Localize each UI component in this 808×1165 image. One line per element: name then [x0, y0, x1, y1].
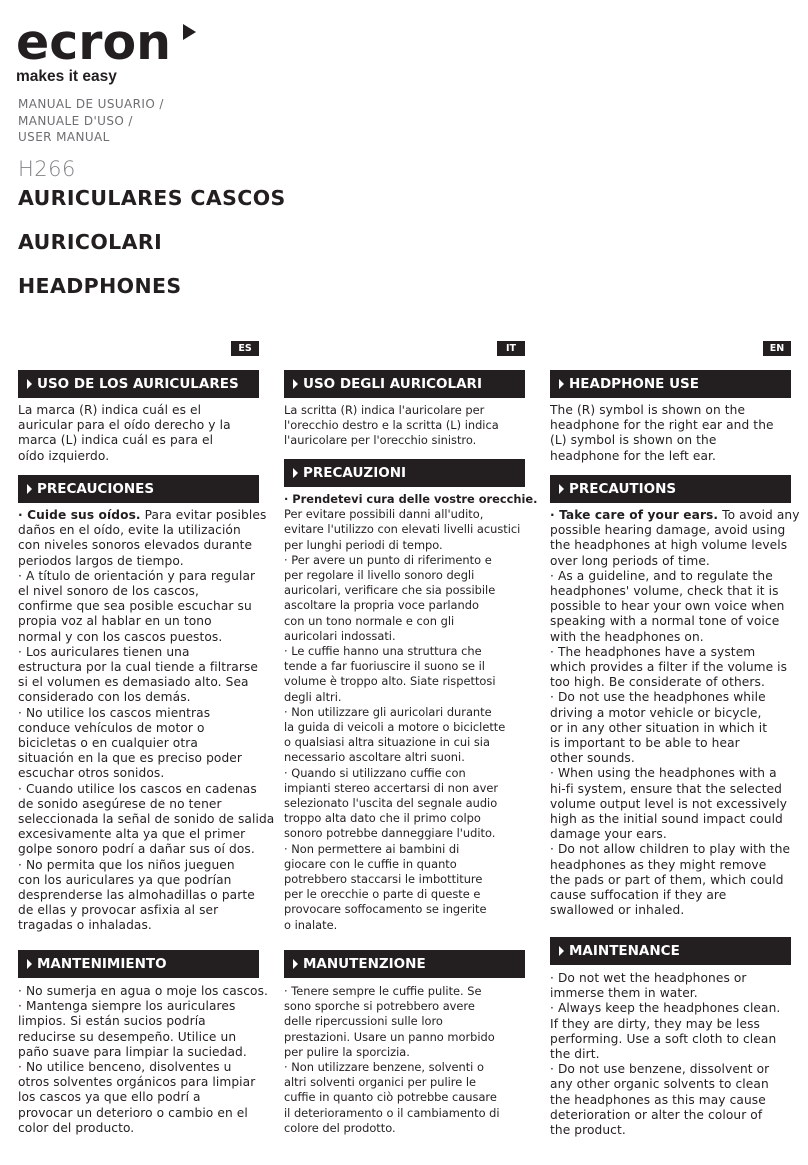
- text-line: [284, 492, 538, 507]
- caret-right-icon: [559, 379, 564, 389]
- text-line: delle ripercussioni sulle loro: [284, 1014, 443, 1029]
- text-line: · Do not allow children to play with the: [550, 842, 791, 857]
- text-line: · As a guideline, and to regulate the: [550, 568, 773, 583]
- text-line: · Non utilizzare gli auricolari durante: [284, 704, 492, 719]
- text-line: golpe sonoro podrí a dañar sus oí dos.: [18, 842, 255, 857]
- text-line: high as the initial sound impact could: [550, 812, 783, 827]
- text-line: periodos largos de tiempo.: [18, 553, 184, 568]
- text-line: troppo alta dato che il primo colpo: [284, 811, 481, 826]
- text-line: con un tono normale e con gli: [284, 613, 455, 628]
- section-header-precautions: [550, 475, 791, 503]
- text-line: · Los auriculares tienen una: [18, 644, 190, 659]
- text-line: los cascos ya que ello podrí a: [18, 1090, 201, 1105]
- text-line: provocare soffocamento se ingerite: [284, 902, 487, 917]
- text-line: Per evitare possibili danni all'udito,: [284, 507, 484, 522]
- text-line: · Always keep the headphones clean.: [550, 1001, 781, 1016]
- caret-right-icon: [559, 946, 564, 956]
- text-line: · When using the headphones with a: [550, 766, 777, 781]
- text-line: o qualsiasi altra situazione in cui sia: [284, 735, 490, 750]
- text-line: considerado con los demás.: [18, 690, 191, 705]
- section-text-precautions: [284, 492, 538, 933]
- text-line: prestazioni. Usare un panno morbido: [284, 1029, 495, 1044]
- text-line: situación en la que es preciso poder: [18, 751, 243, 766]
- section-header-use: [284, 370, 525, 398]
- text-line: headphone for the right ear and the: [550, 418, 774, 433]
- product-titles: [18, 182, 286, 314]
- text-line: the headphones at high volume levels: [550, 538, 788, 553]
- text-line: is important to be able to hear: [550, 736, 740, 751]
- text-line: per regolare il livello sonoro degli: [284, 568, 475, 583]
- text-line: oído izquierdo.: [18, 448, 110, 463]
- text-line: immerse them in water.: [550, 986, 698, 1001]
- brand-tagline: makes it easy: [16, 68, 117, 85]
- text-line: estructura por la cual tiende a filtrarse: [18, 660, 258, 675]
- text-line: colore del prodotto.: [284, 1120, 396, 1135]
- text-line: el nivel sonoro de los cascos,: [18, 584, 199, 599]
- text-line: selezionato l'uscita del segnale audio: [284, 796, 498, 811]
- text-line: · No permita que los niños jueguen: [18, 857, 235, 872]
- text-line: l'orecchio destro e la scritta (L) indica: [284, 418, 499, 433]
- text-line: possible to hear your own voice when: [550, 599, 785, 614]
- section-header-use: [18, 370, 259, 398]
- section-text-maintenance: [284, 984, 525, 1136]
- text-line: desprenderse las almohadillas o parte: [18, 888, 255, 903]
- manual-line: USER MANUAL: [18, 130, 110, 144]
- caret-right-icon: [293, 379, 298, 389]
- text-line: · Mantenga siempre los auriculares: [18, 999, 236, 1014]
- model-number: H266: [18, 157, 76, 181]
- text-line: si el volumen es demasiado alto. Sea: [18, 675, 249, 690]
- text-line: evitare l'utilizzo con elevati livelli acustici: [284, 522, 521, 537]
- text-line: ascoltare la propria voce parlando: [284, 598, 479, 613]
- caret-right-icon: [293, 468, 298, 478]
- text-line: headphone for the left ear.: [550, 448, 716, 463]
- section-title: PRECAUCIONES: [37, 481, 155, 497]
- text-line: too high. Be considerate of others.: [550, 675, 765, 690]
- text-line: possible hearing damage, avoid using: [550, 523, 786, 538]
- text-line: necessario ascoltare altri suoni.: [284, 750, 465, 765]
- bold-lead: · Prendetevi cura delle vostre orecchie.: [284, 492, 538, 506]
- text-line: [550, 508, 800, 523]
- text-line: provocar un deterioro o cambio en el: [18, 1105, 248, 1120]
- text-line: escuchar otros sonidos.: [18, 766, 165, 781]
- text-line: headphones as they might remove: [550, 857, 767, 872]
- text-line: excesivamente alta ya que el primer: [18, 827, 246, 842]
- text-line: auricolari, verificare che sia possibile: [284, 583, 496, 598]
- text-line: color del producto.: [18, 1120, 135, 1135]
- manual-line: MANUAL DE USUARIO /: [18, 97, 164, 111]
- text-line: · Non permettere ai bambini di: [284, 841, 460, 856]
- language-tag-it: IT: [497, 341, 525, 356]
- text-line: cuffie in quanto ciò potrebbe causare: [284, 1090, 497, 1105]
- text-line: swallowed or inhaled.: [550, 903, 685, 918]
- text-line: or in any other situation in which it: [550, 720, 768, 735]
- section-text-maintenance: [550, 971, 791, 1138]
- text-line: cause suffocation if they are: [550, 888, 727, 903]
- text-line: · Do not use the headphones while: [550, 690, 766, 705]
- text-line: performing. Use a soft cloth to clean: [550, 1031, 777, 1046]
- text-line: l'auricolare per l'orecchio sinistro.: [284, 433, 477, 448]
- text-line: · Non utilizzare benzene, solventi o: [284, 1060, 484, 1075]
- text-line: marca (L) indica cuál es para el: [18, 433, 214, 448]
- text-line: daños en el oído, evite la utilización: [18, 523, 241, 538]
- section-title: MANTENIMIENTO: [37, 956, 167, 972]
- text-line: hi-fi system, ensure that the selected: [550, 781, 783, 796]
- caret-right-icon: [27, 379, 32, 389]
- text-line: con niveles sonoros elevados durante: [18, 538, 253, 553]
- text-fragment: Para evitar posibles: [140, 508, 267, 522]
- text-line: · Do not use benzene, dissolvent or: [550, 1062, 770, 1077]
- section-title: HEADPHONE USE: [569, 376, 699, 392]
- section-header-precautions: [284, 459, 525, 487]
- brand-name: ecron: [16, 14, 171, 71]
- text-line: otros solventes orgánicos para limpiar: [18, 1075, 256, 1090]
- text-line: [18, 508, 267, 523]
- text-line: auricolari indossati.: [284, 628, 396, 643]
- text-line: · A título de orientación y para regular: [18, 568, 256, 583]
- section-header-maintenance: [18, 950, 259, 978]
- caret-right-icon: [27, 959, 32, 969]
- text-line: · Per avere un punto di riferimento e: [284, 552, 492, 567]
- text-line: de ellas y provocar asfixia al ser: [18, 903, 219, 918]
- section-header-maintenance: [550, 937, 791, 965]
- manual-type: [18, 96, 164, 146]
- text-line: La marca (R) indica cuál es el: [18, 403, 202, 417]
- text-line: limpios. Si están sucios podría: [18, 1014, 206, 1029]
- section-header-maintenance: [284, 950, 525, 978]
- text-line: with the headphones on.: [550, 629, 704, 644]
- text-line: sono sporche si potrebbero avere: [284, 999, 475, 1014]
- text-line: (L) symbol is shown on the: [550, 433, 717, 448]
- text-line: de sonido asegúrese de no tener: [18, 796, 222, 811]
- text-line: · No utilice los cascos mientras: [18, 705, 211, 720]
- text-line: If they are dirty, they may be less: [550, 1016, 761, 1031]
- text-line: the headphones as this may cause: [550, 1092, 766, 1107]
- text-line: il deterioramento o il cambiamento di: [284, 1105, 500, 1120]
- section-text-use: [18, 403, 259, 464]
- text-line: speaking with a normal tone of voice: [550, 614, 780, 629]
- text-line: La scritta (R) indica l'auricolare per: [284, 403, 485, 417]
- section-title: USO DE LOS AURICULARES: [37, 376, 239, 392]
- text-line: other sounds.: [550, 751, 635, 766]
- section-text-precautions: [550, 508, 800, 918]
- section-title: PRECAUTIONS: [569, 481, 677, 497]
- caret-right-icon: [559, 484, 564, 494]
- caret-right-icon: [293, 959, 298, 969]
- text-line: · Le cuffie hanno una struttura che: [284, 644, 482, 659]
- section-header-use: [550, 370, 791, 398]
- text-line: the pads or part of them, which could: [550, 872, 784, 887]
- section-text-precautions: [18, 508, 275, 934]
- title-es: AURICULARES CASCOS: [18, 186, 286, 210]
- bold-lead: · Cuide sus oídos.: [18, 508, 141, 522]
- text-line: per pulire la sporcizia.: [284, 1044, 410, 1059]
- text-line: sonoro potrebbe danneggiare l'udito.: [284, 826, 496, 841]
- bold-lead: · Take care of your ears.: [550, 508, 719, 522]
- language-tag-es: ES: [231, 341, 259, 356]
- text-line: giocare con le cuffie in quanto: [284, 856, 457, 871]
- text-line: the dirt.: [550, 1047, 600, 1062]
- section-title: MANUTENZIONE: [303, 956, 426, 972]
- text-line: impianti stereo accertarsi di non aver: [284, 780, 499, 795]
- text-line: · Cuando utilice los cascos en cadenas: [18, 781, 257, 796]
- text-line: seleccionada la señal de sonido de salida: [18, 812, 275, 827]
- text-line: · Tenere sempre le cuffie pulite. Se: [284, 984, 482, 998]
- text-line: potrebbero staccarsi le imbottiture: [284, 872, 483, 887]
- section-text-use: [550, 403, 791, 464]
- text-line: normal y con los cascos puestos.: [18, 629, 223, 644]
- text-line: per lunghi periodi di tempo.: [284, 537, 443, 552]
- text-line: over long periods of time.: [550, 553, 710, 568]
- text-line: bicicletas o en cualquier otra: [18, 736, 198, 751]
- text-line: conduce vehículos de motor o: [18, 720, 205, 735]
- text-line: deterioration or alter the colour of: [550, 1107, 763, 1122]
- text-line: propia voz al hablar en un tono: [18, 614, 212, 629]
- text-line: the product.: [550, 1123, 626, 1138]
- text-line: · No utilice benceno, disolventes u: [18, 1060, 232, 1075]
- text-line: driving a motor vehicle or bicycle,: [550, 705, 762, 720]
- text-line: which provides a filter if the volume is: [550, 660, 788, 675]
- manual-line: MANUALE D'USO /: [18, 113, 133, 128]
- text-line: volume output level is not excessively: [550, 796, 788, 811]
- section-header-precautions: [18, 475, 259, 503]
- text-line: headphones' volume, check that it is: [550, 584, 779, 599]
- text-line: degli altri.: [284, 689, 342, 704]
- text-line: confirme que sea posible escuchar su: [18, 599, 252, 614]
- text-line: o inalate.: [284, 917, 338, 932]
- brand-arrow-icon: [183, 24, 197, 40]
- text-line: any other organic solvents to clean: [550, 1077, 769, 1092]
- text-line: per le orecchie o parte di queste e: [284, 887, 481, 902]
- text-line: · Quando si utilizzano cuffie con: [284, 765, 466, 780]
- caret-right-icon: [27, 484, 32, 494]
- text-line: The (R) symbol is shown on the: [550, 403, 746, 417]
- section-text-maintenance: [18, 984, 269, 1136]
- text-line: damage your ears.: [550, 827, 667, 842]
- title-it: AURICOLARI: [18, 230, 163, 254]
- text-line: con los auriculares ya que podrían: [18, 872, 232, 887]
- language-tag-en: EN: [763, 341, 791, 356]
- text-line: la guida di veicoli a motore o biciclette: [284, 720, 506, 735]
- text-line: tragadas o inhaladas.: [18, 918, 152, 933]
- text-line: · The headphones have a system: [550, 644, 756, 659]
- text-line: reducirse su desempeño. Utilice un: [18, 1029, 237, 1044]
- section-title: MAINTENANCE: [569, 943, 680, 959]
- text-line: · No sumerja en agua o moje los cascos.: [18, 984, 269, 998]
- text-line: altri solventi organici per pulire le: [284, 1075, 477, 1090]
- text-line: auricular para el oído derecho y la: [18, 418, 231, 433]
- section-title: USO DEGLI AURICOLARI: [303, 376, 482, 392]
- section-title: PRECAUZIONI: [303, 465, 407, 481]
- title-en: HEADPHONES: [18, 274, 182, 298]
- section-text-use: [284, 403, 525, 449]
- text-line: · Do not wet the headphones or: [550, 971, 747, 985]
- text-line: volume è troppo alto. Siate rispettosi: [284, 674, 496, 689]
- text-fragment: To avoid any: [718, 508, 800, 522]
- text-line: tende a far fuoriuscire il suono se il: [284, 659, 485, 674]
- text-line: paño suave para limpiar la suciedad.: [18, 1044, 247, 1059]
- brand-logo: [16, 14, 171, 86]
